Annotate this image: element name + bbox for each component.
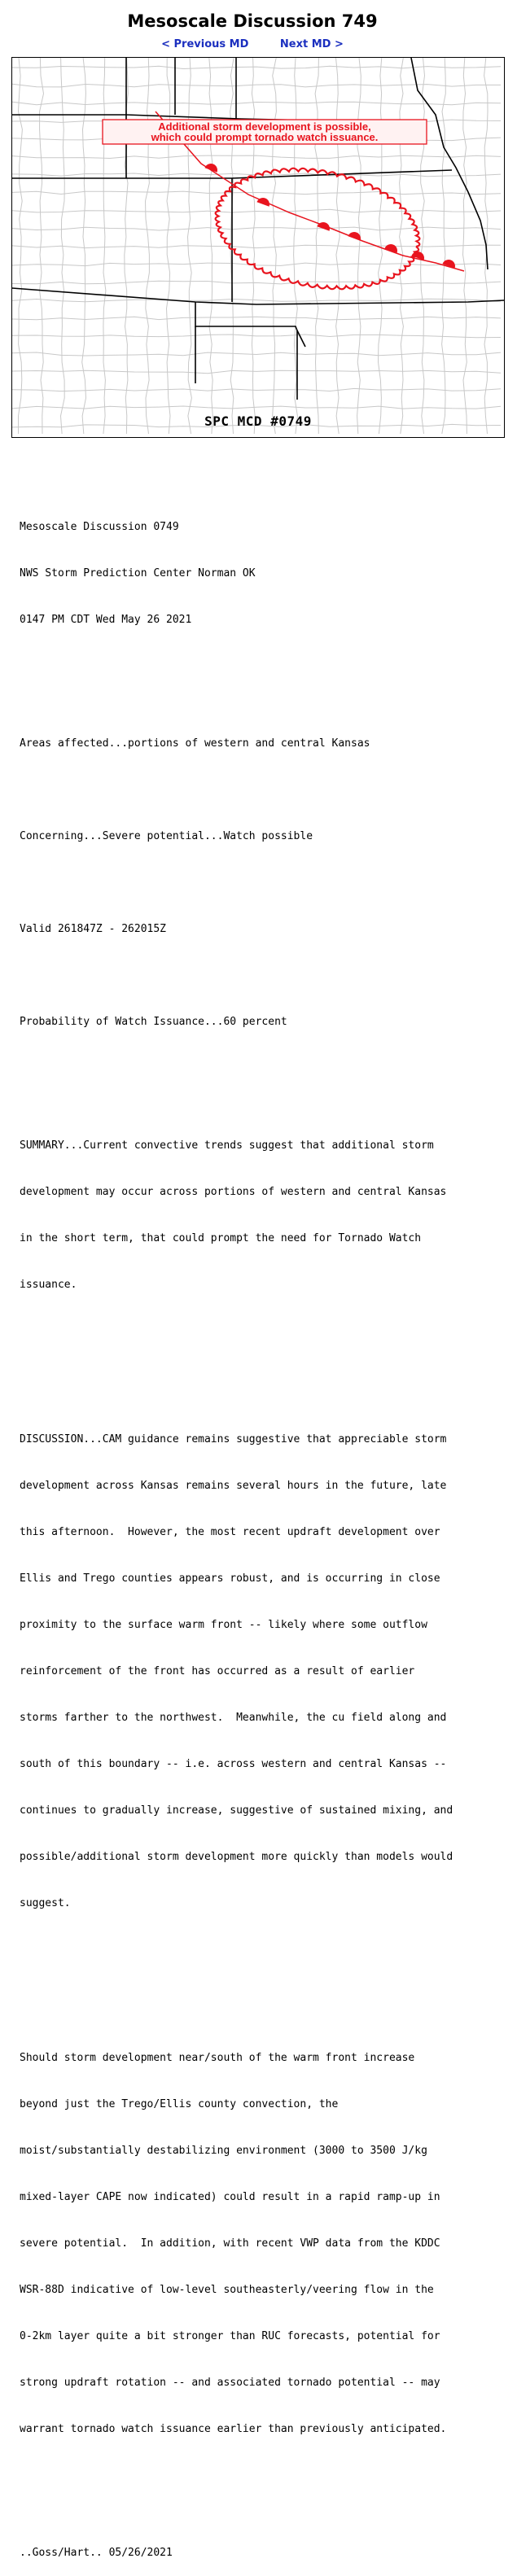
valid-time: Valid 261847Z - 262015Z [20,923,167,935]
map-annotation [103,120,427,144]
text-line: suggest. [20,1897,71,1909]
areas-affected: Areas affected...portions of western and central Kansas [20,737,370,750]
text-line: warrant tornado watch issuance earlier than previously anticipated. [20,2423,447,2435]
text-line: south of this boundary -- i.e. across western and central Kansas -- [20,1758,447,1770]
text-line: SUMMARY...Current convective trends suggest that additional storm [20,1139,434,1152]
state-borders [12,58,504,400]
text-line: Ellis and Trego counties appears robust, and is occurring in close [20,1572,440,1585]
map-caption: SPC MCD #0749 [204,413,312,429]
text-line: reinforcement of the front has occurred as a result of earlier [20,1665,415,1677]
summary-paragraph [20,1107,512,1323]
text-line: 0147 PM CDT Wed May 26 2021 [20,614,192,626]
text-line: severe potential. In addition, with recent VWP data from the KDDC [20,2237,440,2250]
text-line: 0-2km layer quite a bit stronger than RUC forecasts, potential for [20,2330,440,2342]
text-line: beyond just the Trego/Ellis county convection, the [20,2098,339,2110]
text-line: development across Kansas remains several hours in the future, late [20,1480,447,1492]
text-line: this afternoon. However, the most recent updraft development over [20,1526,440,1538]
annotation-line-1: Additional storm development is possible, [158,120,371,133]
next-md-link[interactable]: Next MD > [279,38,344,50]
watch-probability: Probability of Watch Issuance...60 percent [20,1016,287,1028]
paragraph-3 [20,2019,512,2468]
md-navigation [0,38,505,50]
page-title: Mesoscale Discussion 749 [127,11,378,31]
text-line: in the short term, that could prompt the need for Tornado Watch [20,1232,422,1244]
text-line: storms farther to the northwest. Meanwhile, the cu field along and [20,1712,447,1724]
text-line: possible/additional storm development more quickly than models would [20,1851,453,1863]
annotation-line-2: which could prompt tornado watch issuance. [151,131,379,143]
mcd-map [11,57,505,438]
text-line: moist/substantially destabilizing environment (3000 to 3500 J/kg [20,2145,427,2157]
text-line: development may occur across portions of western and central Kansas [20,1186,447,1198]
map-graphic [12,58,504,437]
previous-md-link[interactable]: < Previous MD [161,38,249,50]
text-line: Should storm development near/south of the warm front increase [20,2052,415,2064]
header-block [20,488,512,658]
text-line: issuance. [20,1279,77,1291]
text-line: strong updraft rotation -- and associated tornado potential -- may [20,2377,440,2389]
discussion-text [20,457,512,2576]
text-line: WSR-88D indicative of low-level southeasterly/veering flow in the [20,2284,434,2296]
text-line: proximity to the surface warm front -- likely where some outflow [20,1619,427,1631]
discussion-paragraph [20,1401,512,1942]
text-line: NWS Storm Prediction Center Norman OK [20,567,256,579]
text-line: DISCUSSION...CAM guidance remains suggestive that appreciable storm [20,1433,447,1445]
text-line: Mesoscale Discussion 0749 [20,521,179,533]
signature: ..Goss/Hart.. 05/26/2021 [20,2547,173,2559]
text-line: continues to gradually increase, suggestive of sustained mixing, and [20,1804,453,1817]
concerning: Concerning...Severe potential...Watch possible [20,830,313,842]
text-line: mixed-layer CAPE now indicated) could result in a rapid ramp-up in [20,2191,440,2203]
